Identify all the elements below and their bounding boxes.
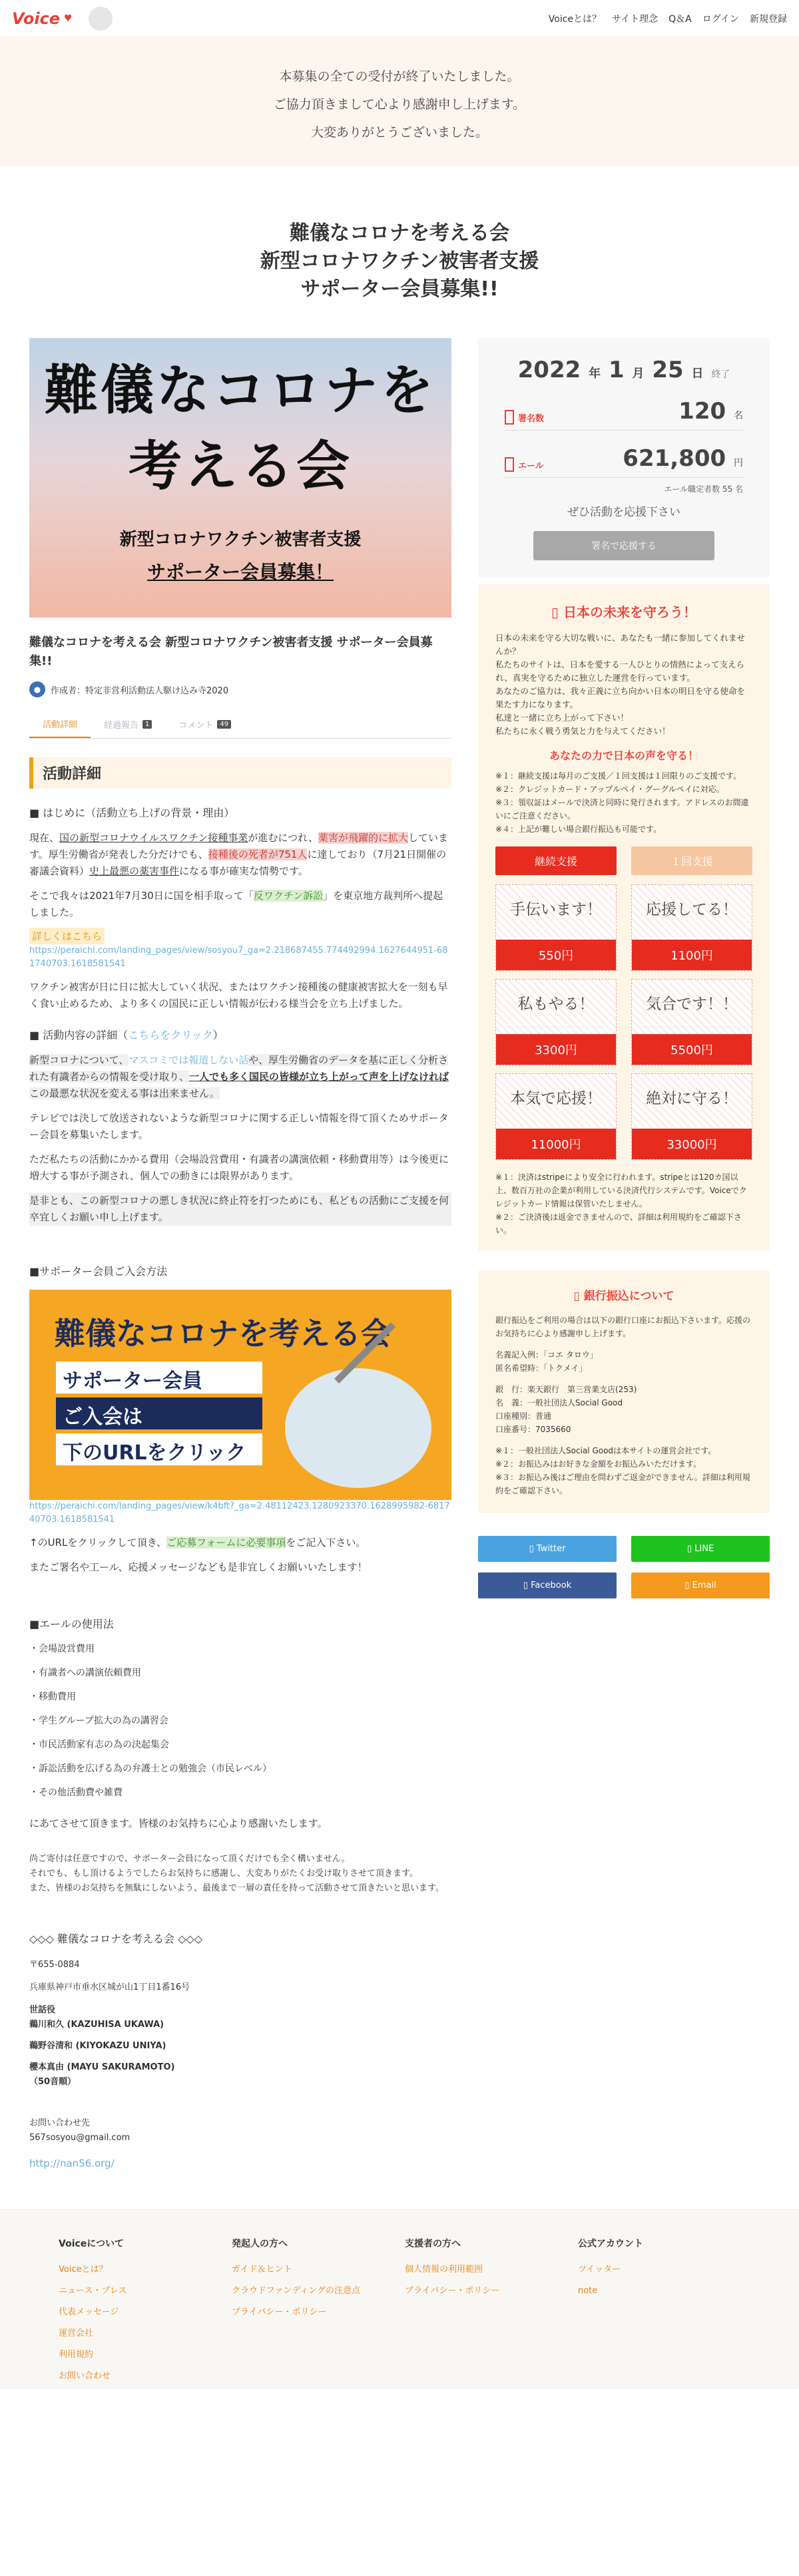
tab-details[interactable]: 活動詳細	[29, 711, 91, 738]
member-name: 櫻本真由 (MAYU SAKURAMOTO)	[29, 2062, 175, 2072]
role-label: 世話役	[29, 2005, 56, 2015]
support-option[interactable]: 本気で応援！ 11000円	[495, 1073, 617, 1160]
member-name: 鵜川和久 (KAZUHISA UKAWA)	[29, 2020, 164, 2030]
footer-link[interactable]: 個人情報の利用範囲	[405, 2265, 483, 2275]
nav-faq[interactable]: Q＆A	[668, 13, 692, 25]
support-option[interactable]: 手伝います！ 550円	[495, 884, 617, 971]
tab-reports[interactable]: 経過報告 1	[91, 711, 165, 738]
external-link[interactable]: https://peraichi.com/landing_pages/view/k4bft?_ga=2.48112423.1280923370.1628995982-681740703.1618581541	[29, 1501, 450, 1525]
uses-list	[29, 1637, 451, 1805]
footer-link[interactable]: お問い合わせ	[59, 2371, 111, 2381]
order-note: （50音順）	[29, 2077, 77, 2087]
bank-detail: 口座種別：普通	[495, 1411, 552, 1421]
author	[29, 681, 451, 697]
hero-image	[29, 338, 451, 618]
nav-about[interactable]: Voiceとは？	[548, 13, 602, 25]
signup-banner[interactable]	[29, 1290, 451, 1500]
note-item: ※３：領収証はメールで決済と同時に発行されます。アドレスのお間違いにご注意ください。	[495, 798, 749, 821]
list-item: ・その他活動費や雑費	[29, 1787, 123, 1798]
bank-icon: ▯	[573, 1290, 580, 1303]
title-line: 難儀なコロナを考える会	[290, 222, 509, 245]
cheer-text: ぜひ活動を応援下さい	[567, 506, 680, 519]
list-item: ・移動費用	[29, 1692, 76, 1702]
nav-login[interactable]: ログイン	[702, 13, 739, 25]
main-content	[29, 338, 451, 2169]
list-item: ・訴訟活動を広げる為の弁護士との勉強会（市民レベル）	[29, 1763, 272, 1774]
note-item: ※１：継続支援は毎月のご支援／１回支援は１回限りのご支援です。	[495, 771, 742, 781]
footer-heading: 発起人の方へ	[232, 2239, 288, 2249]
subheading: ■ 活動内容の詳細（こちらをクリック）	[29, 1029, 224, 1041]
author-name: 作成者：特定非営利活動法人駆け込み寺2020	[51, 685, 229, 696]
bank-title: ▯ 銀行振込について	[573, 1290, 674, 1303]
signature-icon	[505, 410, 514, 425]
footer-link[interactable]: 利用規約	[59, 2350, 94, 2360]
supporter-count: エール職定者数 55 名	[664, 484, 743, 494]
paragraph: そこで我々は2021年7月30日に国を相手取って「反ワクチン訴訟」を東京地方裁判所へ提起しました。	[29, 890, 443, 918]
end-date: 2022 年 1 月 25 日 終了	[517, 357, 730, 383]
project-title: 難儀なコロナを考える会 新型コロナワクチン被害者支援 サポーター会員募集!!	[29, 636, 433, 668]
support-option[interactable]: 気合です！！ 5500円	[631, 979, 752, 1065]
section-heading: 活動詳細	[29, 757, 451, 789]
paragraph: にあてさせて頂きます。皆様のお気持ちに心より感謝いたします。	[29, 1817, 328, 1829]
note-item: ※３：お振込み後はご理由を問わずご返金ができません。詳細は利用規約をご確認下さい。	[495, 1473, 750, 1495]
bank-transfer-box	[478, 1270, 770, 1513]
yell-icon	[505, 457, 514, 472]
footer-column	[232, 2237, 378, 2362]
support-options	[495, 884, 752, 1160]
note-item: ※２：お振込みはお好きな金額をお振込みいただけます。	[495, 1459, 702, 1469]
notice-line: ご協力頂きまして心より感謝申し上げます。	[273, 97, 526, 112]
twitter-share-button[interactable]: ▯ Twitter	[478, 1536, 617, 1562]
note-item: ※４：上記が難しい場合銀行振込も可能です。	[495, 825, 662, 834]
contact-label: お問い合わせ先	[29, 2118, 91, 2128]
hero-line: 新型コロナワクチン被害者支援	[119, 530, 362, 550]
banner-box: ご入会は	[56, 1397, 262, 1429]
appeal-text: 日本の未来を守る大切な戦いに、あなたも一緒に参加してくれませんか？ 私たちのサイトは、日本を愛する一人ひとりの情熱によって支えられ、真実を守るために独立した運営を行っています。 あなたのご協力は、我々正義に立ち向かい日本の明日を守る使命を果たす力になります。 私達と一緒に立ち上がって下さい！ 私たちに永く戦う勇気と力を与えてください！	[495, 633, 746, 736]
more-link[interactable]: 詳しくはこちら	[29, 928, 105, 944]
paragraph: ↑のURLをクリックして頂き、ご応募フォームに必要事項をご記入下さい。	[29, 1537, 366, 1549]
list-item: ・会場設営費用	[29, 1644, 95, 1654]
hero-line: 考える会	[129, 435, 352, 497]
footer-heading: 公式アカウント	[578, 2239, 643, 2249]
sidebar	[478, 338, 770, 2169]
footer-link[interactable]: プライバシー・ポリシー	[232, 2307, 327, 2317]
closed-notice	[0, 37, 799, 166]
banner-box: サポーター会員	[56, 1362, 262, 1393]
hero-line: 難儀なコロナを	[45, 359, 436, 421]
footer-link[interactable]: ニュース・プレス	[59, 2286, 127, 2296]
footer-link[interactable]: 運営会社	[59, 2328, 94, 2338]
footer-column	[405, 2237, 551, 2362]
status-card	[478, 338, 770, 578]
footer-link[interactable]: ツイッター	[578, 2265, 621, 2275]
footer-link[interactable]: 代表メッセージ	[59, 2307, 119, 2317]
support-option[interactable]: 絶対に守る！ 33000円	[631, 1073, 752, 1160]
subheading: ■エールの使用法	[29, 1618, 114, 1630]
support-option[interactable]: 応援してる！ 1100円	[631, 884, 752, 971]
footer-column	[59, 2237, 205, 2381]
notice-line: 本募集の全ての受付が終了いたしました。	[279, 69, 520, 84]
nav-philosophy[interactable]: サイト理念	[612, 13, 659, 25]
footer-link[interactable]: プライバシー・ポリシー	[405, 2286, 500, 2296]
footer-heading: 支援者の方へ	[405, 2239, 461, 2249]
appeal-box	[478, 584, 770, 1250]
tab-comments[interactable]: コメント 49	[165, 711, 244, 738]
paragraph: 尚ご寄付は任意ですので、サポーター会員になって頂くだけでも全く構いません。 それでも、もし頂けるようでしたらお気持ちに感謝し、大変ありがたくお受け取りさせて頂きます。 また、皆様のお気持ちを無駄にしないよう、最後まで一層の責任を持って活動させて頂きたいと思います。	[29, 1854, 444, 1893]
share-buttons	[478, 1536, 770, 1598]
footer-link[interactable]: note	[578, 2286, 598, 2296]
count-badge: 1	[142, 720, 152, 729]
site-footer	[0, 2209, 799, 2389]
paragraph: テレビでは決して放送されないような新型コロナに関する正しい情報を得て頂くためサポーター会員を募集いたします。	[29, 1112, 449, 1141]
email-share-button[interactable]: ▯ Email	[631, 1572, 770, 1598]
email-icon: ▯	[684, 1580, 690, 1590]
title-line: 新型コロナワクチン被害者支援	[260, 250, 539, 273]
monthly-support-tab[interactable]: 継続支援	[495, 846, 617, 875]
footer-link[interactable]: ガイド＆ヒント	[232, 2265, 292, 2275]
title-line: サポーター会員募集!!	[300, 277, 499, 301]
list-item: ・市民活動家有志の為の決起集会	[29, 1740, 169, 1750]
count-badge: 49	[217, 720, 231, 729]
sign-button[interactable]: 署名で応援する	[533, 531, 714, 560]
vaccine-image	[285, 1368, 431, 1488]
author-avatar-icon: ●	[29, 681, 45, 697]
avatar[interactable]	[89, 7, 113, 31]
page-title	[0, 220, 799, 303]
heart-icon: ♥	[64, 13, 73, 24]
signature-count: 署名数 120 名	[505, 398, 743, 431]
paragraph: またご署名や工ール、応援メッセージなども是非宜しくお願いいたします！	[29, 1561, 368, 1573]
facebook-share-button[interactable]: ▯ Facebook	[478, 1572, 617, 1598]
yell-amount: エール 621,800 円	[505, 445, 743, 478]
member-name: 鵜野谷清和 (KIYOKAZU UNIYA)	[29, 2041, 166, 2051]
website-link[interactable]: http://nan56.org/	[29, 2157, 115, 2169]
paragraph: 新型コロナについて、マスコミでは報道しない話や、厚生労働省のデータを基に正しく分析された有識者からの情報を受け取り、一人でも多く国民の皆様が立ち上がって声を上げなければこの最悪な状況を変える事は出来ません。	[29, 1054, 449, 1099]
tab-bar	[29, 711, 451, 739]
note-item: ※２：クレジットカード・アップルペイ・グーグルペイに対応。	[495, 785, 724, 794]
external-link[interactable]: https://peraichi.com/landing_pages/view/sosyou7_ga=2.218687455.774492994.1627644951-681740703.1618581541	[29, 946, 448, 969]
subheading: ■ はじめに（活動立ち上げの背景・理由）	[29, 807, 235, 819]
bank-example: 名義記入例：「コエ タロウ」	[495, 1350, 598, 1360]
click-here-link[interactable]: こちらをクリック	[128, 1029, 213, 1041]
footer-link[interactable]: クラウドファンディングの注意点	[232, 2286, 361, 2296]
support-type-toggle	[495, 846, 752, 875]
site-logo[interactable]: Voice ♥	[12, 9, 73, 28]
notice-line: 大変ありがとうございました。	[310, 125, 488, 140]
footer-column	[578, 2237, 724, 2362]
nav-signup[interactable]: 新規登録	[750, 13, 787, 25]
bank-detail: 銀 行：楽天銀行 第三営業支店(253)	[495, 1385, 637, 1394]
footer-heading: Voiceについて	[59, 2239, 125, 2249]
note-item: ※１：決済はstripeにより安全に行われます。stripeとは120カ国以上、数百万社の企業が利用している決済代行システムです。Voiceでクレジットカード情報は保管いたしません。	[495, 1173, 747, 1208]
subheading: ■サポーター会員ご入会方法	[29, 1265, 168, 1278]
list-item: ・有識者への講演依頼費用	[29, 1668, 141, 1678]
list-item: ・学生グループ拡大の為の講習会	[29, 1716, 168, 1726]
bank-detail: 口座番号：7035660	[495, 1425, 571, 1434]
site-header	[0, 0, 799, 37]
shield-icon: ▯	[551, 604, 559, 620]
line-share-button[interactable]: ▯ LINE	[631, 1536, 770, 1562]
footer-link[interactable]: Voiceとは？	[59, 2265, 108, 2275]
banner-title: 難儀なコロナを考える会	[55, 1316, 392, 1352]
appeal-subtitle: あなたの力で日本の声を守る！	[549, 749, 698, 762]
bank-example: 匿名希望時：「トクメイ」	[495, 1364, 587, 1373]
zip-code: 〒655-0884	[29, 1960, 80, 1970]
bank-text: 銀行振込をご利用の場合は以下の銀行口座にお振込下さいます。応援のお気持ちに心より感謝申し上げます。	[495, 1316, 751, 1338]
banner-box: 下のURLをクリック	[56, 1433, 262, 1465]
one-time-support-tab[interactable]: １回支援	[631, 846, 752, 875]
note-item: ※２：ご決済後は返金できませんので、詳細は利用規約をご確認下さい。	[495, 1212, 742, 1235]
paragraph: 是非とも、この新型コロナの悪しき状況に終止符を打つためにも、私どもの活動にご支援を何卒宜しくお願い申し上げます。	[29, 1193, 451, 1226]
address: 兵庫県神戸市垂水区城が山1丁目1番16号	[29, 1982, 190, 1992]
org-name: ◇◇◇ 難儀なコロナを考える会 ◇◇◇	[29, 1932, 203, 1945]
twitter-icon: ▯	[529, 1544, 534, 1554]
paragraph: ただ私たちの活動にかかる費用（会場設営費用・有識者の講演依頼・移動費用等）は今後更に増大する事が予測され、個人での動きには限界があります。	[29, 1153, 449, 1182]
paragraph: 現在、国の新型コロナウイルスワクチン接種事業が進むにつれ、薬害が飛躍的に拡大しています。厚生労働省が発表した分だけでも、接種後の死者が751人に達しており（7月21日開催の審議会資料）史上最悪の薬害事件になる事が確実な情勢です。	[29, 832, 449, 877]
support-option[interactable]: 私もやる！ 3300円	[495, 979, 617, 1065]
note-item: ※１：一般社団法人Social Goodは本サイトの運営会社です。	[495, 1446, 716, 1455]
main-nav	[549, 12, 787, 25]
facebook-icon: ▯	[523, 1580, 528, 1590]
bank-detail: 名 義：一般社団法人Social Good	[495, 1398, 623, 1407]
contact-email[interactable]: 567sosyou@gmail.com	[29, 2133, 131, 2143]
appeal-title: ▯ 日本の未来を守ろう！	[551, 604, 696, 620]
paragraph: ワクチン被害が日に日に拡大していく状況、またはワクチン接種後の健康被害拡大を一刻も早く食い止めるため、より多くの国民に正しい情報が伝わる様当会を立ち上げました。	[29, 981, 448, 1010]
hero-line: サポーター会員募集！	[146, 561, 334, 583]
line-icon: ▯	[686, 1544, 692, 1554]
